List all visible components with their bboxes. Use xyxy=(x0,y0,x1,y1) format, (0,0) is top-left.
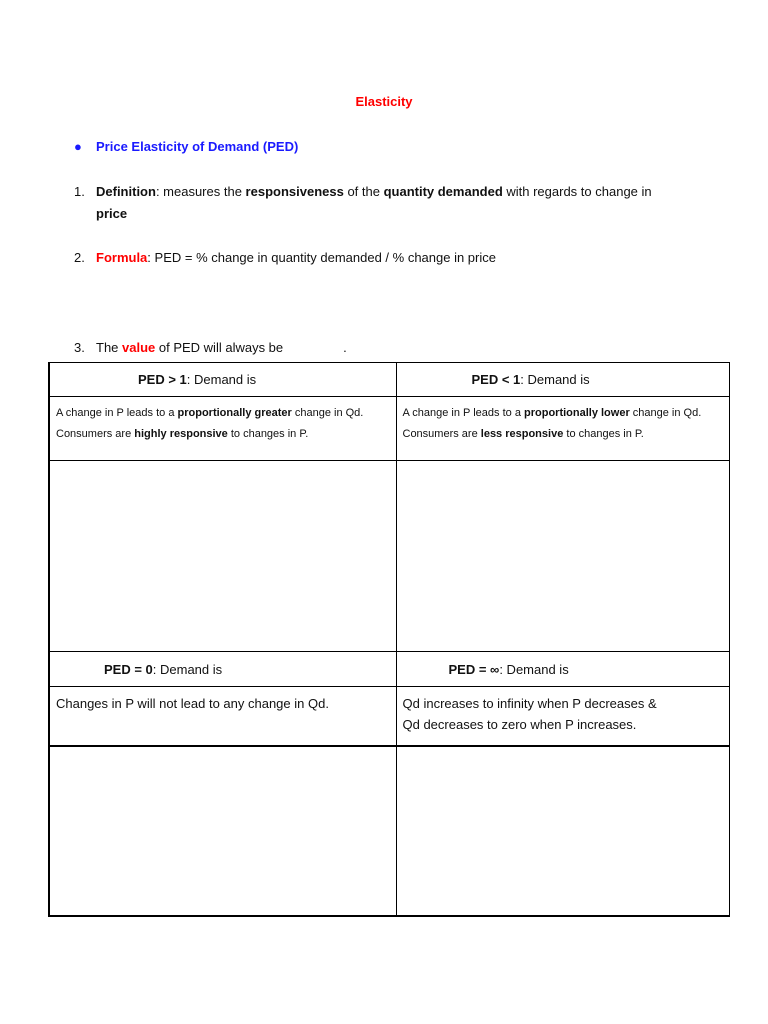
text-run: change in Qd. Consumers are xyxy=(56,407,364,440)
text-run: The xyxy=(96,340,123,355)
bullet-dot-icon: ● xyxy=(74,139,82,154)
bold-run: PED > 1 xyxy=(138,372,187,387)
text-run: A change in P leads to a xyxy=(56,407,178,419)
list-item-definition xyxy=(74,181,714,221)
bold-run: PED = 0 xyxy=(104,661,153,677)
bold-run: less responsive xyxy=(480,428,564,440)
bold-run: proportionally greater xyxy=(177,407,292,419)
document-title: Elasticity xyxy=(355,94,413,109)
text-run: of PED will always be xyxy=(155,340,284,355)
bold-run: responsiveness xyxy=(245,184,344,199)
formula-label: Formula xyxy=(96,250,148,265)
diagram-space-ped-lt-1 xyxy=(396,461,729,652)
table-cell-ped-lt-1-desc xyxy=(396,397,729,461)
text-run: : Demand is xyxy=(152,661,223,677)
value-label: value xyxy=(122,340,156,355)
bold-run: quantity demanded xyxy=(383,184,503,199)
text-run: Qd decreases to zero when P increases. xyxy=(402,717,637,732)
list-number: 3. xyxy=(74,340,85,355)
text-run: Qd increases to infinity when P decreases & xyxy=(402,696,657,711)
table-cell-ped-0-header xyxy=(49,652,396,687)
list-item-value xyxy=(74,337,714,359)
formula-body: : PED = % change in quantity demanded / % change in price xyxy=(147,250,496,265)
table-row xyxy=(49,461,729,652)
text-run: with regards to change in xyxy=(502,184,652,199)
diagram-space-ped-0 xyxy=(49,746,396,916)
text-run: : Demand is xyxy=(499,661,569,677)
table-cell-ped-gt-1-desc xyxy=(49,397,396,461)
value-text xyxy=(96,337,706,359)
text-run: : measures the xyxy=(155,184,246,199)
table-cell-ped-gt-1-header xyxy=(49,363,396,397)
text-run: : Demand is xyxy=(186,372,257,387)
table-cell-ped-inf-desc xyxy=(396,687,729,747)
text-run: to changes in P. xyxy=(563,428,644,440)
diagram-space-ped-inf xyxy=(396,746,729,916)
diagram-space-ped-gt-1 xyxy=(49,461,396,652)
list-number: 1. xyxy=(74,184,85,199)
text-run: : Demand is xyxy=(520,372,590,387)
table-cell-ped-lt-1-header xyxy=(396,363,729,397)
text-run: to changes in P. xyxy=(227,428,309,440)
list-number: 2. xyxy=(74,250,85,265)
table-row xyxy=(49,397,729,461)
bold-run: highly responsive xyxy=(134,428,228,440)
elasticity-table xyxy=(48,362,730,917)
list-item-formula xyxy=(74,247,714,269)
table-cell-ped-0-desc: Changes in P will not lead to any change in Qd. xyxy=(49,687,396,747)
definition-text xyxy=(96,181,706,225)
table-row xyxy=(49,652,729,687)
text-run: change in Qd. Consumers are xyxy=(402,407,702,440)
bold-run: price xyxy=(96,206,128,221)
bold-run: PED = ∞ xyxy=(448,661,500,677)
text-run: A change in P leads to a xyxy=(402,407,524,419)
table-cell-ped-inf-header xyxy=(396,652,729,687)
table-row xyxy=(49,746,729,916)
bold-run: proportionally lower xyxy=(524,407,630,419)
formula-text xyxy=(96,247,706,269)
table-row xyxy=(49,687,729,747)
bullet-heading-text: Price Elasticity of Demand (PED) xyxy=(96,139,299,154)
bold-run: PED < 1 xyxy=(471,372,521,387)
fill-in-blank: . xyxy=(343,340,347,355)
table-row xyxy=(49,363,729,397)
text-run: of the xyxy=(343,184,384,199)
bullet-heading xyxy=(74,139,298,154)
definition-label: Definition xyxy=(96,184,156,199)
